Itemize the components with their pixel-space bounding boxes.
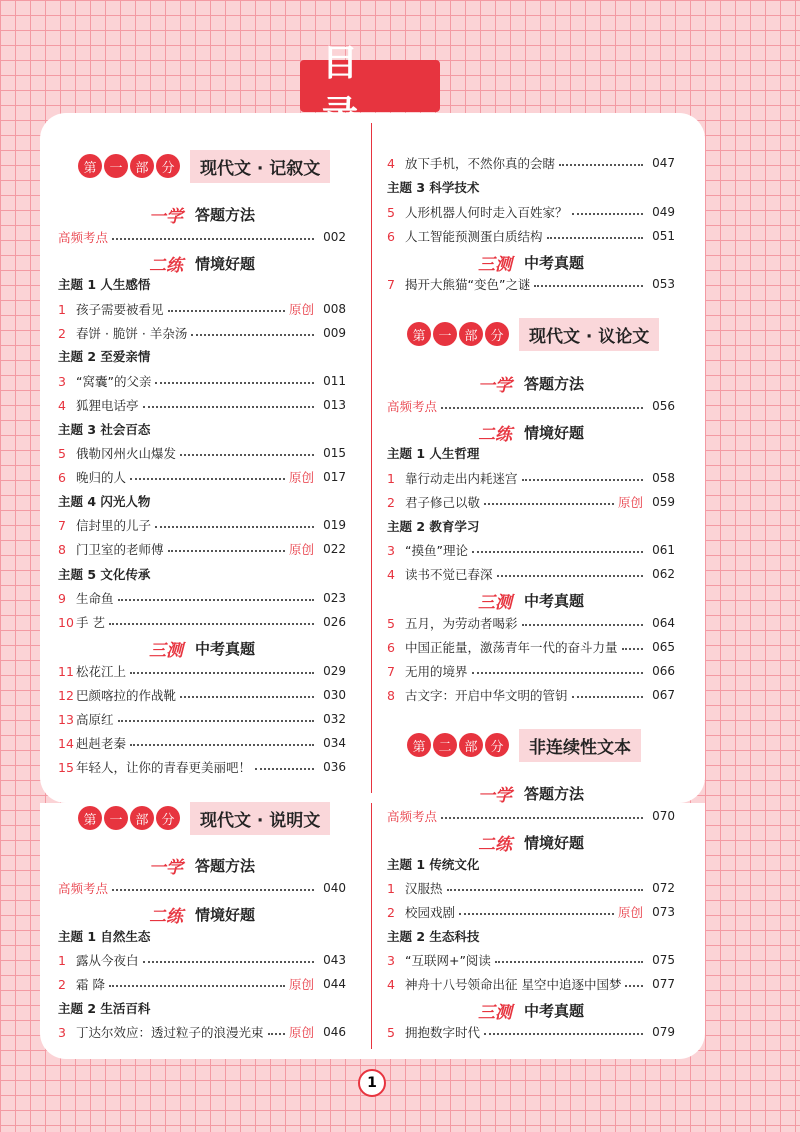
entry-number: 4	[387, 155, 395, 171]
entry-page: 075	[652, 953, 675, 967]
section-banner-argument	[407, 319, 659, 349]
entry-number: 1	[58, 952, 66, 968]
entry-number: 3	[58, 373, 66, 389]
page-number: 1	[358, 1069, 386, 1097]
brush-label: 一学	[477, 785, 512, 806]
toc-entry[interactable]	[58, 587, 346, 609]
entry-page: 043	[323, 953, 346, 967]
leader-dots	[118, 720, 314, 722]
leader-dots	[522, 479, 643, 481]
leader-dots	[180, 696, 314, 698]
chip: 第	[78, 154, 102, 178]
toc-entry[interactable]	[387, 563, 675, 585]
entry-number: 1	[387, 880, 395, 896]
block-head-text: 中考真题	[523, 1001, 584, 1020]
leader-dots	[495, 961, 643, 963]
toc-entry[interactable]	[387, 225, 675, 247]
chip: 部	[459, 322, 483, 346]
entry-page: 029	[323, 664, 346, 678]
leader-dots	[622, 648, 643, 650]
block-head-exam	[387, 588, 675, 612]
block-head-practice	[58, 902, 346, 926]
chip: 一	[104, 154, 128, 178]
entry-number: 8	[387, 687, 395, 703]
theme-heading: 主题 2 教育学习	[387, 519, 480, 534]
toc-entry[interactable]	[387, 467, 675, 489]
entry-title: 人形机器人何时走入百姓家？	[405, 205, 568, 220]
toc-entry[interactable]	[387, 949, 675, 971]
original-badge: 原创	[617, 905, 643, 920]
toc-entry[interactable]	[58, 660, 346, 682]
chip: 第	[407, 733, 431, 757]
entry-title: 高频考点	[58, 881, 109, 896]
entry-number: 5	[58, 445, 66, 461]
block-head-practice	[387, 420, 675, 444]
entry-number: 4	[387, 976, 395, 992]
block-head-method	[387, 371, 675, 395]
entry-page: 067	[652, 688, 675, 702]
leader-dots	[441, 817, 643, 819]
entry-title: 巴颜喀拉的作战靴	[76, 688, 177, 703]
theme-heading: 主题 3 社会百态	[58, 422, 151, 437]
entry-title: 校园戏剧	[405, 905, 456, 920]
block-head-text: 情境好题	[523, 423, 584, 442]
toc-entry[interactable]	[387, 395, 675, 417]
leader-dots	[447, 889, 643, 891]
block-head-text: 答题方法	[523, 784, 584, 803]
entry-title: 露从今夜白	[76, 953, 139, 968]
theme-heading: 主题 2 至爱亲情	[58, 349, 151, 364]
brush-label: 一学	[477, 375, 512, 396]
brush-label: 三测	[148, 640, 183, 661]
leader-dots	[559, 164, 643, 166]
entry-title: 君子修己以敬	[405, 495, 481, 510]
entry-number: 7	[387, 276, 395, 292]
entry-number: 5	[387, 615, 395, 631]
entry-page: 011	[323, 374, 346, 388]
entry-page: 049	[652, 205, 675, 219]
entry-page: 070	[652, 809, 675, 823]
entry-page: 002	[323, 230, 346, 244]
brush-label: 三测	[477, 1002, 512, 1023]
entry-number: 1	[58, 301, 66, 317]
block-head-practice	[58, 251, 346, 275]
left-column-lower	[58, 803, 346, 1059]
brush-label: 二练	[477, 424, 512, 445]
entry-page: 059	[652, 495, 675, 509]
entry-title: 五月，为劳动者喝彩	[405, 616, 518, 631]
entry-page: 023	[323, 591, 346, 605]
entry-number: 7	[58, 517, 66, 533]
theme-heading: 主题 4 闪光人物	[58, 494, 151, 509]
entry-title: 生命鱼	[76, 591, 114, 606]
entry-number: 3	[387, 952, 395, 968]
toc-entry[interactable]	[58, 226, 346, 248]
theme-heading: 主题 1 传统文化	[387, 857, 480, 872]
block-head-text: 答题方法	[523, 374, 584, 393]
leader-dots	[441, 407, 643, 409]
original-badge: 原创	[288, 977, 314, 992]
entry-page: 051	[652, 229, 675, 243]
entry-page: 056	[652, 399, 675, 413]
entry-title: “摸鱼”理论	[405, 543, 468, 558]
toc-entry[interactable]	[58, 394, 346, 416]
leader-dots	[180, 454, 314, 456]
brush-label: 三测	[477, 254, 512, 275]
block-head-practice	[387, 830, 675, 854]
block-head-text: 答题方法	[194, 856, 255, 875]
theme-heading: 主题 2 生活百科	[58, 1001, 151, 1016]
chip: 分	[485, 733, 509, 757]
block-head-method	[58, 853, 346, 877]
toc-entry[interactable]	[387, 539, 675, 561]
chip: 第	[78, 806, 102, 830]
right-column-lower	[387, 784, 675, 1059]
entry-page: 019	[323, 518, 346, 532]
section-title: 现代文 · 议论文	[519, 318, 659, 351]
entry-title: 信封里的儿子	[76, 518, 152, 533]
entry-page: 017	[323, 470, 346, 484]
entry-title: 春饼 · 脆饼 · 羊杂汤	[76, 326, 188, 341]
entry-number: 2	[387, 494, 395, 510]
toc-entry[interactable]	[58, 973, 346, 995]
toc-entry[interactable]	[58, 756, 346, 778]
original-badge: 原创	[617, 495, 643, 510]
leader-dots	[143, 961, 314, 963]
leader-dots	[112, 238, 314, 240]
toc-entry[interactable]	[387, 901, 675, 923]
entry-number: 5	[387, 204, 395, 220]
section-banner-expository	[78, 803, 330, 833]
toc-entry[interactable]	[387, 491, 675, 513]
entry-page: 062	[652, 567, 675, 581]
toc-entry[interactable]	[387, 152, 675, 174]
entry-number: 8	[58, 541, 66, 557]
leader-dots	[484, 503, 614, 505]
entry-page: 079	[652, 1025, 675, 1039]
block-head-method	[387, 781, 675, 805]
entry-title: 高频考点	[387, 809, 438, 824]
theme-heading: 主题 1 人生哲理	[387, 446, 480, 461]
entry-title: 人工智能预测蛋白质结构	[405, 229, 543, 244]
toc-entry[interactable]	[387, 636, 675, 658]
brush-label: 一学	[148, 857, 183, 878]
toc-entry[interactable]	[58, 684, 346, 706]
entry-number: 12	[58, 687, 74, 703]
original-badge: 原创	[288, 542, 314, 557]
entry-page: 065	[652, 640, 675, 654]
entry-number: 2	[58, 976, 66, 992]
chip: 分	[156, 154, 180, 178]
entry-title: “互联网+”阅读	[405, 953, 491, 968]
entry-title: 拥抱数字时代	[405, 1025, 481, 1040]
entry-page: 030	[323, 688, 346, 702]
block-head-text: 答题方法	[194, 205, 255, 224]
brush-label: 一学	[148, 206, 183, 227]
entry-number: 11	[58, 663, 74, 679]
leader-dots	[191, 334, 314, 336]
toc-entry[interactable]	[58, 442, 346, 464]
entry-title: 年轻人，让你的青春更美丽吧！	[76, 760, 252, 775]
toc-entry[interactable]	[387, 684, 675, 706]
toc-title-text: 目	[322, 43, 381, 84]
entry-title: 俄勒冈州火山爆发	[76, 446, 177, 461]
toc-entry[interactable]	[387, 973, 675, 995]
section-title: 非连续性文本	[519, 729, 641, 762]
leader-dots	[155, 526, 314, 528]
entry-page: 026	[323, 615, 346, 629]
theme-heading: 主题 1 人生感悟	[58, 277, 151, 292]
entry-number: 6	[387, 639, 395, 655]
leader-dots	[109, 985, 285, 987]
toc-panel-lower	[40, 784, 705, 1059]
leader-dots	[484, 1033, 643, 1035]
toc-entry[interactable]	[58, 877, 346, 899]
leader-dots	[572, 213, 643, 215]
block-head-text: 中考真题	[194, 639, 255, 658]
toc-entry[interactable]	[58, 322, 346, 344]
toc-entry[interactable]	[58, 538, 346, 560]
brush-label: 二练	[477, 834, 512, 855]
leader-dots	[547, 237, 643, 239]
entry-number: 5	[387, 1024, 395, 1040]
entry-title: 晚归的人	[76, 470, 127, 485]
entry-number: 3	[58, 1024, 66, 1040]
chip: 分	[485, 322, 509, 346]
block-head-exam	[387, 998, 675, 1022]
leader-dots	[112, 889, 314, 891]
block-head-method	[58, 202, 346, 226]
block-head-exam	[387, 250, 675, 274]
leader-dots	[155, 382, 314, 384]
entry-title: 狐狸电话亭	[76, 398, 139, 413]
entry-page: 040	[323, 881, 346, 895]
entry-title: 门卫室的老师傅	[76, 542, 164, 557]
entry-number: 2	[58, 325, 66, 341]
entry-page: 053	[652, 277, 675, 291]
entry-title: “窝囊”的父亲	[76, 374, 152, 389]
leader-dots	[497, 575, 643, 577]
toc-panel	[40, 113, 705, 803]
toc-entry[interactable]	[387, 660, 675, 682]
entry-title: 手 艺	[76, 615, 105, 630]
entry-number: 6	[58, 469, 66, 485]
entry-title: 古文字：开启中华文明的管钥	[405, 688, 568, 703]
toc-entry[interactable]	[387, 877, 675, 899]
toc-entry[interactable]	[387, 201, 675, 223]
entry-number: 4	[387, 566, 395, 582]
entry-page: 044	[323, 977, 346, 991]
leader-dots	[255, 768, 314, 770]
original-badge: 原创	[288, 470, 314, 485]
toc-entry[interactable]	[387, 612, 675, 634]
toc-entry[interactable]	[58, 514, 346, 536]
block-head-text: 中考真题	[523, 253, 584, 272]
entry-page: 008	[323, 302, 346, 316]
entry-title: 放下手机，不然你真的会瞎	[405, 156, 556, 171]
toc-entry[interactable]	[58, 708, 346, 730]
toc-title	[300, 43, 440, 112]
theme-heading: 主题 2 生态科技	[387, 929, 480, 944]
entry-title: 无用的境界	[405, 664, 468, 679]
leader-dots	[268, 1033, 285, 1035]
leader-dots	[459, 913, 614, 915]
entry-page: 061	[652, 543, 675, 557]
entry-page: 047	[652, 156, 675, 170]
entry-page: 015	[323, 446, 346, 460]
leader-dots	[130, 744, 314, 746]
entry-title: 揭开大熊猫“变色”之谜	[405, 277, 531, 292]
entry-number: 4	[58, 397, 66, 413]
entry-page: 032	[323, 712, 346, 726]
leader-dots	[168, 550, 285, 552]
entry-number: 6	[387, 228, 395, 244]
entry-page: 077	[652, 977, 675, 991]
entry-page: 022	[323, 542, 346, 556]
entry-title: 高频考点	[387, 399, 438, 414]
leader-dots	[130, 672, 314, 674]
entry-title: 赳赳老秦	[76, 736, 127, 751]
entry-title: 神舟十八号领命出征 星空中追逐中国梦	[405, 977, 622, 992]
chip: 一	[433, 322, 457, 346]
section-title: 现代文 · 记叙文	[190, 150, 330, 183]
entry-page: 046	[323, 1025, 346, 1039]
entry-number: 9	[58, 590, 66, 606]
toc-entry[interactable]	[387, 1021, 675, 1043]
entry-title: 丁达尔效应：透过粒子的浪漫光束	[76, 1025, 264, 1040]
entry-title: 高频考点	[58, 230, 109, 245]
entry-title: 孩子需要被看见	[76, 302, 164, 317]
leader-dots	[143, 406, 314, 408]
entry-title: 松花江上	[76, 664, 127, 679]
entry-page: 034	[323, 736, 346, 750]
section-title: 现代文 · 说明文	[190, 802, 330, 835]
toc-entry[interactable]	[58, 466, 346, 488]
column-divider	[371, 803, 372, 1049]
entry-number: 15	[58, 759, 74, 775]
entry-page: 013	[323, 398, 346, 412]
entry-page: 066	[652, 664, 675, 678]
entry-title: 霜 降	[76, 977, 105, 992]
block-head-text: 中考真题	[523, 591, 584, 610]
leader-dots	[130, 478, 285, 480]
chip: 二	[433, 733, 457, 757]
entry-page: 058	[652, 471, 675, 485]
left-column	[58, 113, 346, 803]
theme-heading: 主题 1 自然生态	[58, 929, 151, 944]
brush-label: 二练	[148, 255, 183, 276]
leader-dots	[168, 310, 285, 312]
column-divider	[371, 123, 372, 793]
chip: 部	[130, 154, 154, 178]
toc-entry[interactable]	[58, 1021, 346, 1043]
toc-entry[interactable]	[58, 949, 346, 971]
toc-entry[interactable]	[387, 805, 675, 827]
leader-dots	[118, 599, 314, 601]
block-head-text: 情境好题	[523, 833, 584, 852]
leader-dots	[572, 696, 643, 698]
entry-number: 7	[387, 663, 395, 679]
chip: 一	[104, 806, 128, 830]
original-badge: 原创	[288, 1025, 314, 1040]
entry-page: 072	[652, 881, 675, 895]
brush-label: 三测	[477, 592, 512, 613]
brush-label: 二练	[148, 906, 183, 927]
entry-title: 高原红	[76, 712, 114, 727]
block-head-text: 情境好题	[194, 254, 255, 273]
leader-dots	[109, 623, 314, 625]
chip: 第	[407, 322, 431, 346]
entry-page: 036	[323, 760, 346, 774]
entry-title: 中国正能量，激荡青年一代的奋斗力量	[405, 640, 618, 655]
right-column	[387, 113, 675, 803]
chip: 部	[130, 806, 154, 830]
entry-page: 064	[652, 616, 675, 630]
chip: 部	[459, 733, 483, 757]
entry-number: 10	[58, 614, 74, 630]
entry-page: 073	[652, 905, 675, 919]
leader-dots	[472, 551, 643, 553]
leader-dots	[625, 985, 643, 987]
block-head-exam	[58, 636, 346, 660]
leader-dots	[534, 285, 643, 287]
toc-entry[interactable]	[58, 370, 346, 392]
entry-number: 13	[58, 711, 74, 727]
block-head-text: 情境好题	[194, 905, 255, 924]
section-banner-narrative	[78, 151, 330, 181]
section-banner-noncontinuous	[407, 730, 641, 760]
entry-number: 3	[387, 542, 395, 558]
leader-dots	[522, 624, 643, 626]
entry-number: 14	[58, 735, 74, 751]
entry-title: 读书不觉已春深	[405, 567, 493, 582]
chip: 分	[156, 806, 180, 830]
toc-entry[interactable]	[58, 298, 346, 320]
original-badge: 原创	[288, 302, 314, 317]
entry-title: 靠行动走出内耗迷宫	[405, 471, 518, 486]
toc-entry[interactable]	[387, 273, 675, 295]
theme-heading: 主题 5 文化传承	[58, 567, 151, 582]
toc-entry[interactable]	[58, 732, 346, 754]
toc-entry[interactable]	[58, 611, 346, 633]
entry-number: 2	[387, 904, 395, 920]
entry-page: 009	[323, 326, 346, 340]
leader-dots	[472, 672, 643, 674]
entry-number: 1	[387, 470, 395, 486]
entry-title: 汉服热	[405, 881, 443, 896]
theme-heading: 主题 3 科学技术	[387, 180, 480, 195]
